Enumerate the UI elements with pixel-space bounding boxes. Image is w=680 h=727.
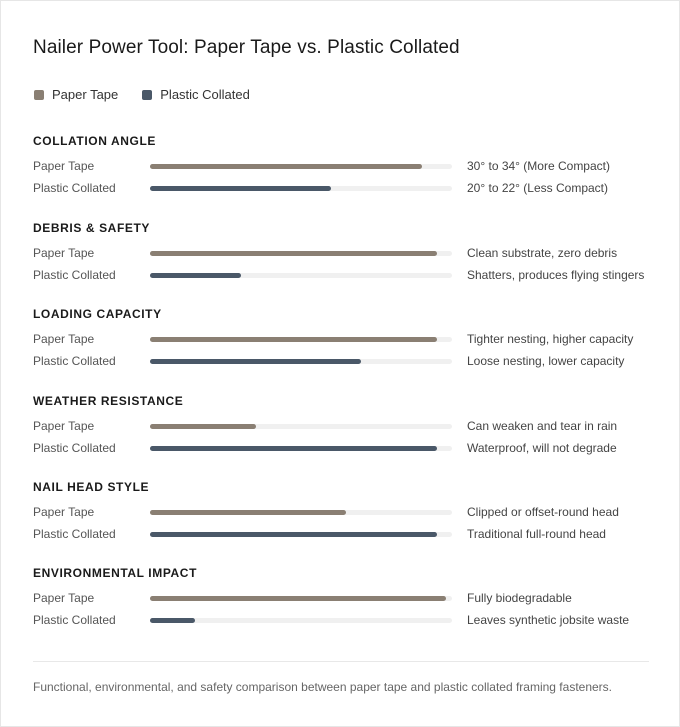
- legend-label-plastic-collated: Plastic Collated: [160, 87, 250, 102]
- bar-note: Shatters, produces flying stingers: [467, 268, 645, 282]
- group-weather-resistance: [33, 394, 653, 458]
- row-paper-tape: [33, 591, 653, 605]
- row-paper-tape: [33, 159, 653, 173]
- bar-track: [150, 446, 452, 451]
- row-paper-tape: [33, 246, 653, 260]
- row-plastic-collated: [33, 181, 653, 195]
- group-debris-safety: [33, 221, 653, 285]
- bar-plastic-collated: [150, 273, 241, 278]
- bar-paper-tape: [150, 596, 446, 601]
- row-paper-tape: [33, 332, 653, 346]
- group-title: COLLATION ANGLE: [33, 134, 156, 148]
- bar-note: Traditional full-round head: [467, 527, 606, 541]
- bar-note: Loose nesting, lower capacity: [467, 354, 625, 368]
- row-paper-tape: [33, 505, 653, 519]
- series-label: Paper Tape: [33, 159, 95, 173]
- bar-track: [150, 186, 452, 191]
- legend-item-paper-tape: [34, 87, 118, 102]
- bar-paper-tape: [150, 424, 256, 429]
- bar-note: Tighter nesting, higher capacity: [467, 332, 634, 346]
- series-label: Plastic Collated: [33, 181, 116, 195]
- bar-track: [150, 164, 452, 169]
- bar-paper-tape: [150, 164, 422, 169]
- series-label: Plastic Collated: [33, 527, 116, 541]
- bar-plastic-collated: [150, 186, 331, 191]
- bar-note: Clean substrate, zero debris: [467, 246, 618, 260]
- group-title: NAIL HEAD STYLE: [33, 480, 150, 494]
- bar-track: [150, 359, 452, 364]
- series-label: Paper Tape: [33, 332, 95, 346]
- legend-item-plastic-collated: [142, 87, 250, 102]
- bar-plastic-collated: [150, 618, 195, 623]
- series-label: Paper Tape: [33, 591, 95, 605]
- bar-note: Can weaken and tear in rain: [467, 419, 618, 433]
- row-plastic-collated: [33, 441, 653, 455]
- bar-track: [150, 618, 452, 623]
- bar-note: 20° to 22° (Less Compact): [467, 181, 608, 195]
- group-title: DEBRIS & SAFETY: [33, 221, 151, 235]
- bar-track: [150, 273, 452, 278]
- group-loading-capacity: [33, 307, 653, 371]
- bar-paper-tape: [150, 510, 346, 515]
- group-collation-angle: [33, 134, 653, 198]
- legend-swatch-plastic-collated: [142, 90, 152, 100]
- bar-paper-tape: [150, 251, 437, 256]
- bar-plastic-collated: [150, 532, 437, 537]
- bar-note: Clipped or offset-round head: [467, 505, 619, 519]
- series-label: Plastic Collated: [33, 354, 116, 368]
- bar-track: [150, 532, 452, 537]
- bar-note: Waterproof, will not degrade: [467, 441, 617, 455]
- bar-note: Fully biodegradable: [467, 591, 572, 605]
- legend: [34, 87, 274, 102]
- group-title: WEATHER RESISTANCE: [33, 394, 184, 408]
- series-label: Paper Tape: [33, 246, 95, 260]
- bar-track: [150, 251, 452, 256]
- row-plastic-collated: [33, 613, 653, 627]
- group-title: LOADING CAPACITY: [33, 307, 162, 321]
- bar-track: [150, 337, 452, 342]
- bar-track: [150, 424, 452, 429]
- legend-swatch-paper-tape: [34, 90, 44, 100]
- series-label: Plastic Collated: [33, 613, 116, 627]
- group-nail-head-style: [33, 480, 653, 544]
- bar-plastic-collated: [150, 359, 361, 364]
- group-title: ENVIRONMENTAL IMPACT: [33, 566, 197, 580]
- row-plastic-collated: [33, 527, 653, 541]
- bar-track: [150, 510, 452, 515]
- bar-note: 30° to 34° (More Compact): [467, 159, 610, 173]
- series-label: Plastic Collated: [33, 268, 116, 282]
- row-paper-tape: [33, 419, 653, 433]
- bar-note: Leaves synthetic jobsite waste: [467, 613, 630, 627]
- row-plastic-collated: [33, 268, 653, 282]
- bar-paper-tape: [150, 337, 437, 342]
- group-environmental-impact: [33, 566, 653, 630]
- legend-label-paper-tape: Paper Tape: [52, 87, 119, 102]
- bar-track: [150, 596, 452, 601]
- chart-title: Nailer Power Tool: Paper Tape vs. Plastic Collated: [33, 37, 460, 58]
- row-plastic-collated: [33, 354, 653, 368]
- caption-divider: [33, 661, 649, 662]
- bar-plastic-collated: [150, 446, 437, 451]
- series-label: Paper Tape: [33, 419, 95, 433]
- series-label: Paper Tape: [33, 505, 95, 519]
- chart-caption: Functional, environmental, and safety comparison between paper tape and plastic collated framing fasteners.: [33, 680, 612, 694]
- series-label: Plastic Collated: [33, 441, 116, 455]
